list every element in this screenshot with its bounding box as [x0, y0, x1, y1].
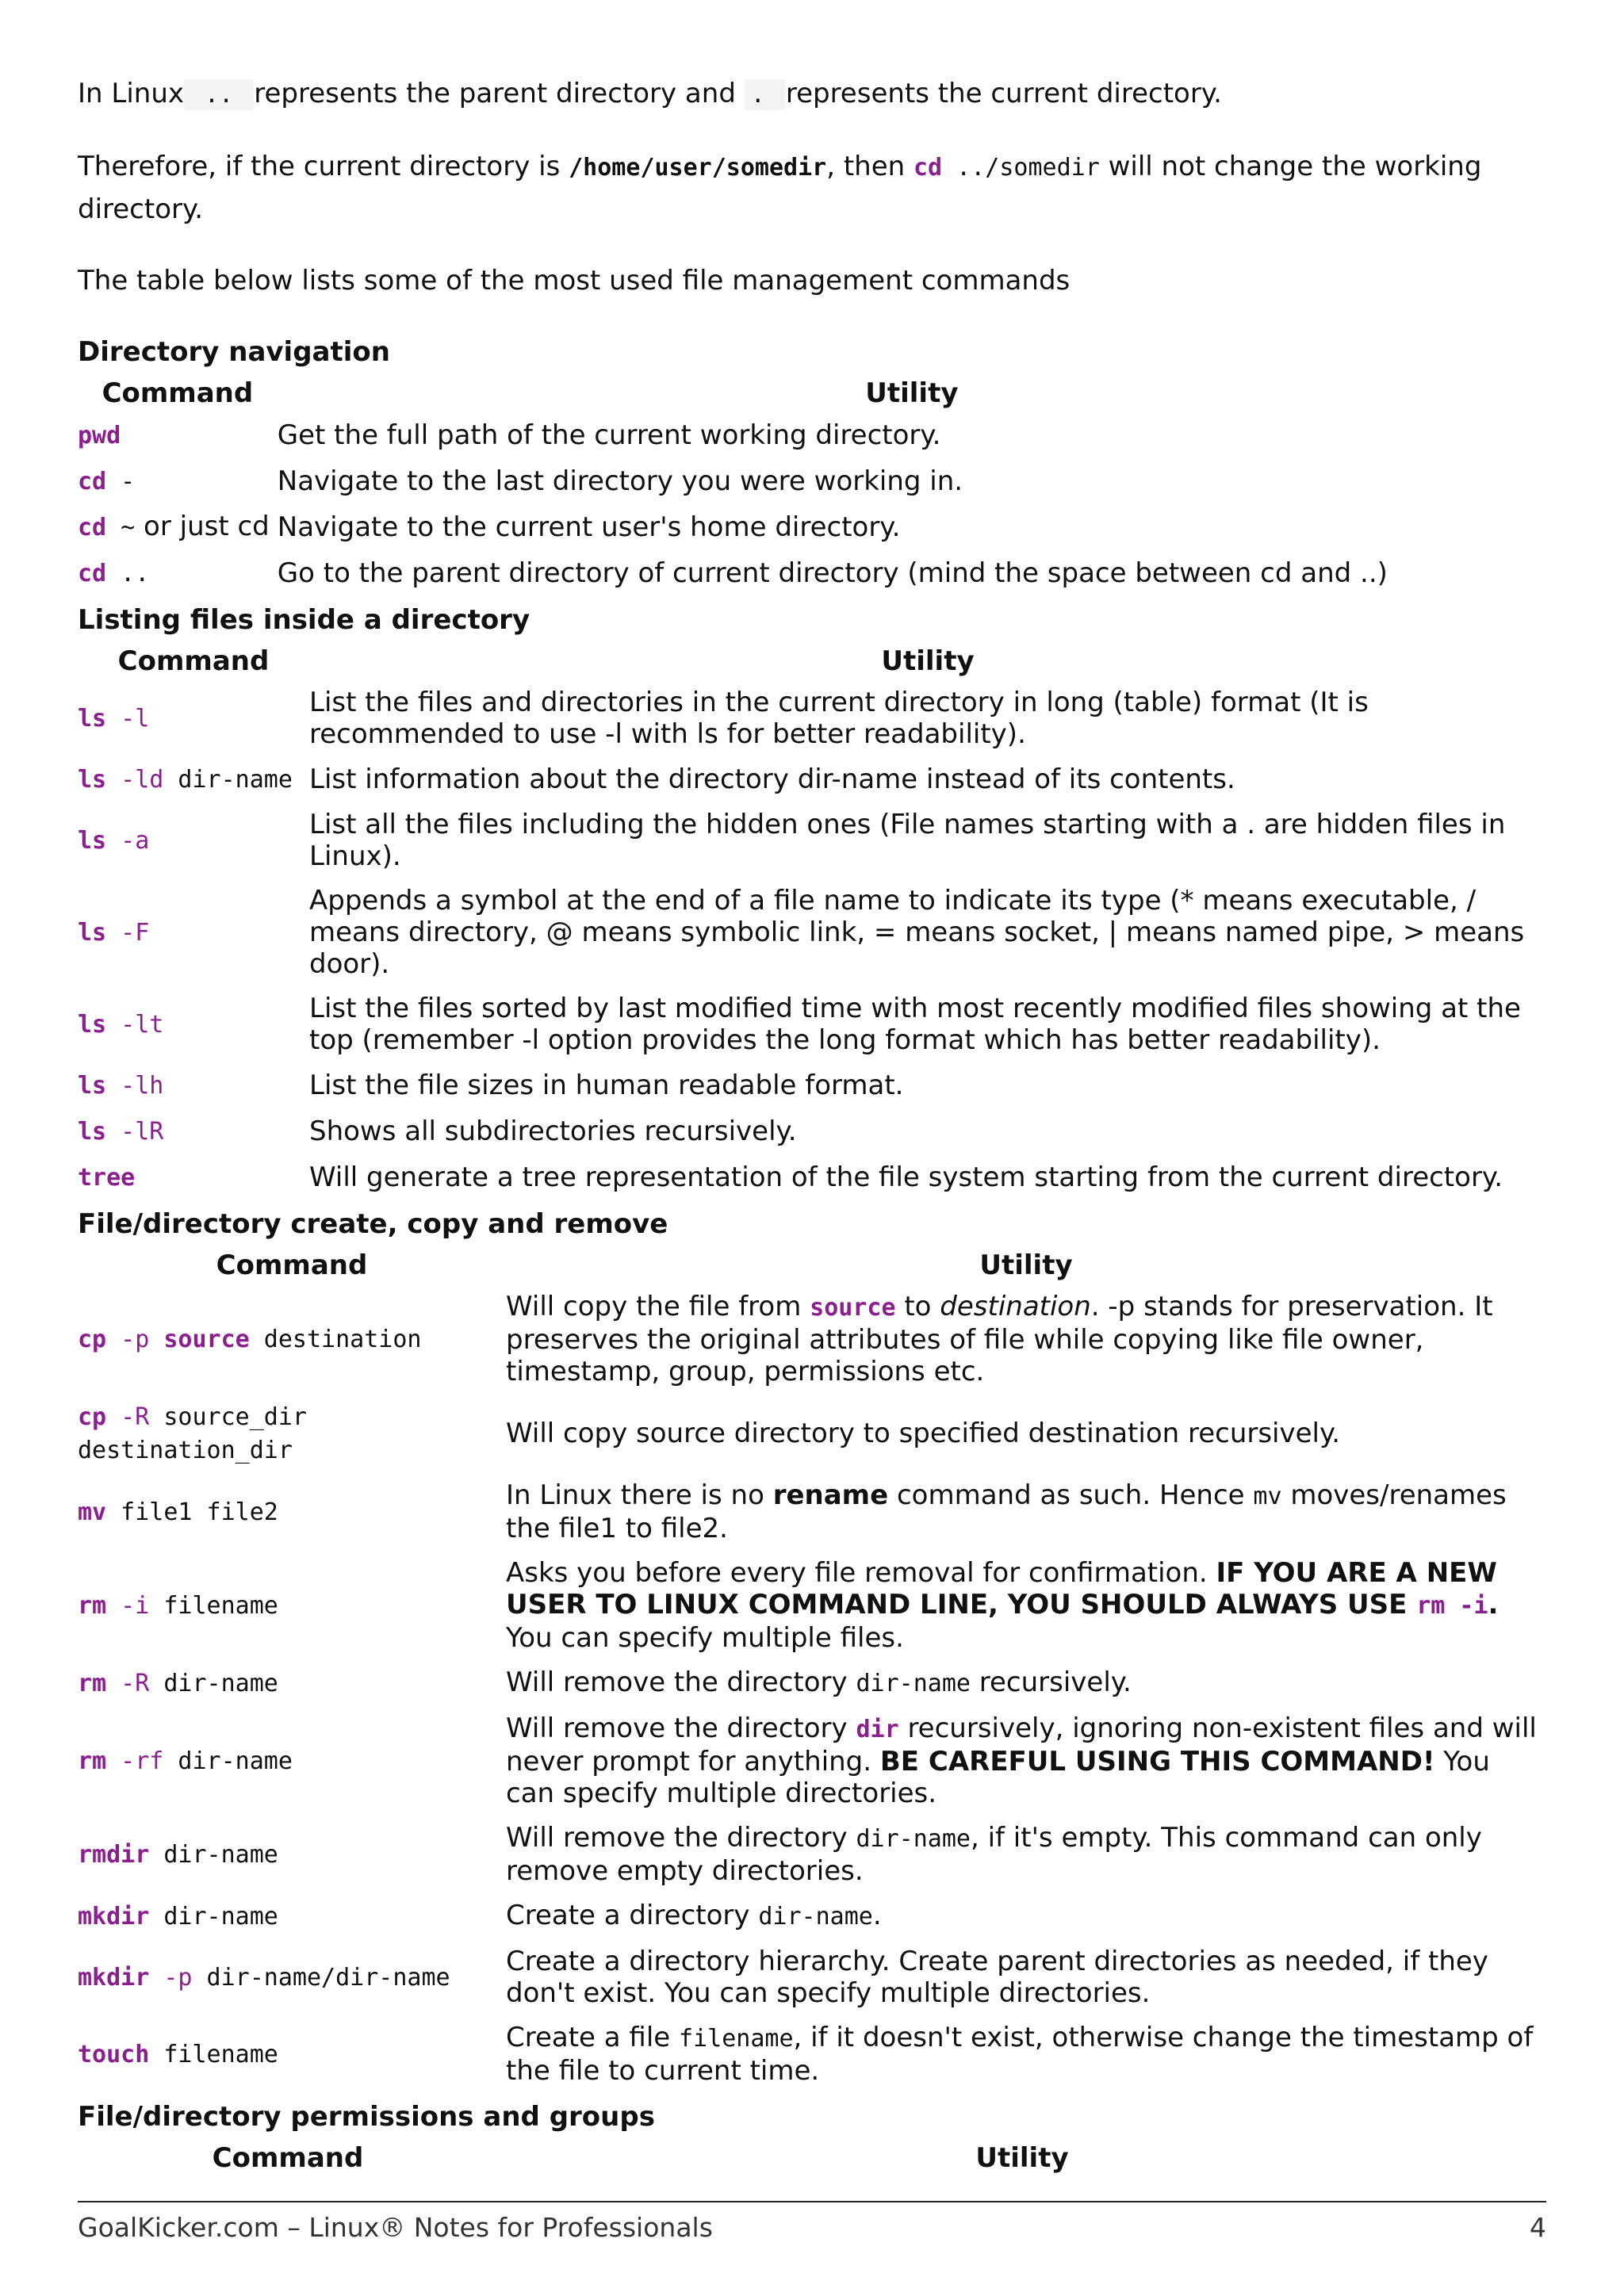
- utility-cell: Navigate to the current user's home directory.: [277, 511, 901, 543]
- bold-text: .: [1488, 1589, 1499, 1621]
- table-row: [78, 1706, 1546, 1816]
- inline-code: filename: [679, 2025, 794, 2053]
- text: Create a file: [506, 2022, 680, 2053]
- inline-code: dir-name: [856, 1670, 971, 1697]
- create-copy-remove-table: [78, 1246, 1546, 2093]
- text: Create a directory: [506, 1900, 759, 1931]
- table-header-row: [78, 642, 1546, 680]
- text: Will remove the directory: [506, 1712, 856, 1744]
- inline-code: dir: [856, 1716, 899, 1743]
- command-cell: [78, 1394, 506, 1473]
- text: Will copy the file from: [506, 1291, 810, 1322]
- table-row: [78, 550, 1546, 596]
- intro-paragraph-2: [78, 146, 1546, 230]
- page-footer: [78, 2201, 1546, 2243]
- table-row: [78, 1062, 1546, 1108]
- section-title-listing: Listing files inside a directory: [78, 604, 530, 636]
- text: recursively.: [970, 1667, 1132, 1698]
- column-header-command: Command: [117, 645, 270, 677]
- table-row: [78, 1394, 1546, 1473]
- command-keyword: cd: [78, 560, 107, 587]
- text: to: [895, 1291, 940, 1322]
- command-cell: [78, 2015, 506, 2093]
- utility-cell: [506, 1473, 1546, 1551]
- command-flag: -F: [106, 919, 150, 947]
- command-flag: -i: [106, 1592, 150, 1620]
- table-row: [78, 1551, 1546, 1660]
- command-args: ..: [106, 560, 150, 587]
- command-flag: -p: [149, 1964, 193, 1992]
- command-keyword: ls: [78, 1011, 107, 1039]
- command-keyword: mkdir: [78, 1903, 150, 1931]
- text: Will remove the directory: [506, 1667, 856, 1698]
- utility-cell: Go to the parent directory of current directory (mind the space between cd and ..): [277, 557, 1388, 589]
- text: moves/renames the file1 to file2.: [506, 1479, 1507, 1544]
- command-args: filename: [149, 2041, 278, 2068]
- code-path: /home/user/somedir: [569, 154, 827, 182]
- text: , if it doesn't exist, otherwise change the timestamp of the file to current time.: [506, 2022, 1534, 2087]
- command-args: destination: [249, 1326, 422, 1353]
- command-cell: [78, 550, 278, 596]
- table-row: [78, 1154, 1546, 1200]
- command-keyword: pwd: [78, 422, 121, 450]
- utility-cell: List the files sorted by last modified time with most recently modified files showing at the top (remember -l option provides the long format which has better readability).: [309, 993, 1521, 1056]
- command-keyword: mv: [78, 1498, 107, 1526]
- command-cell: [78, 1816, 506, 1893]
- command-cell: [78, 1154, 309, 1200]
- section-title-navigation: Directory navigation: [78, 336, 390, 368]
- table-row: [78, 802, 1546, 878]
- text: command as such. Hence: [888, 1479, 1254, 1511]
- command-note: or just cd: [135, 511, 270, 542]
- command-args: ~: [106, 514, 136, 541]
- table-row: [78, 458, 1546, 504]
- table-row: [78, 1939, 1546, 2015]
- table-header-row: [78, 1246, 1546, 1284]
- command-keyword: ls: [78, 1072, 107, 1100]
- command-keyword: ls: [78, 766, 107, 794]
- command-source: source: [149, 1326, 250, 1353]
- command-args: dir-name: [149, 1841, 278, 1869]
- text: recursively, ignoring non-existent files and will never prompt for anything.: [506, 1712, 1537, 1777]
- utility-cell: Create a directory hierarchy. Create parent directories as needed, if they don't exist. You can specify multiple directories.: [506, 1946, 1488, 2009]
- text: represents the current directory.: [785, 78, 1222, 109]
- utility-cell: Shows all subdirectories recursively.: [309, 1115, 797, 1147]
- intro-paragraph-1: [78, 73, 1546, 116]
- utility-cell: Appends a symbol at the end of a file name to indicate its type (* means executable, / means directory, @ means symbolic link, = means socket, | means named pipe, > means door).: [309, 885, 1525, 980]
- code-dotdot: ..: [184, 79, 254, 110]
- command-keyword: cd: [78, 468, 107, 496]
- text: In Linux there is no: [506, 1479, 773, 1511]
- command-keyword: rm: [78, 1592, 107, 1620]
- utility-cell: [506, 2015, 1546, 2093]
- section-title-create: File/directory create, copy and remove: [78, 1208, 668, 1240]
- table-row: [78, 412, 1546, 458]
- command-keyword: ls: [78, 827, 107, 855]
- text: Will remove the directory: [506, 1822, 856, 1854]
- navigation-table: [78, 374, 1546, 596]
- command-args: dir-name: [163, 766, 293, 794]
- table-row: [78, 680, 1546, 756]
- utility-cell: [506, 1660, 1546, 1706]
- command-cell: [78, 1939, 506, 2015]
- command-keyword: rm: [78, 1747, 107, 1775]
- utility-cell: [506, 1551, 1546, 1660]
- utility-cell: Will generate a tree representation of the file system starting from the current directory.: [309, 1161, 1503, 1193]
- command-args: file1 file2: [106, 1498, 278, 1526]
- table-row: [78, 1893, 1546, 1939]
- utility-cell: List all the files including the hidden ones (File names starting with a . are hidden files in Linux).: [309, 809, 1506, 872]
- command-flag: -R: [106, 1403, 150, 1431]
- column-header-utility: Utility: [881, 645, 975, 677]
- table-row: [78, 878, 1546, 986]
- column-header-utility: Utility: [865, 377, 959, 409]
- column-header-command: Command: [102, 377, 254, 409]
- text: Therefore, if the current directory is: [78, 151, 569, 182]
- command-keyword: touch: [78, 2041, 150, 2068]
- utility-cell: List the files and directories in the current directory in long (table) format (It is recommended to use -l with ls for better readability).: [309, 687, 1369, 750]
- code-relpath: ../somedir: [942, 154, 1100, 182]
- text: , if it's empty. This command can only remove empty directories.: [506, 1822, 1482, 1887]
- command-args: source_dir destination_dir: [78, 1403, 307, 1464]
- command-cell: [78, 1893, 506, 1939]
- command-flag: -ld: [106, 766, 164, 794]
- inline-code: dir-name: [856, 1825, 971, 1853]
- utility-cell: [506, 1893, 1546, 1939]
- command-keyword: cd: [78, 514, 107, 541]
- column-header-command: Command: [216, 1249, 368, 1281]
- text: represents the parent directory and: [254, 78, 745, 109]
- command-cell: [78, 1108, 309, 1154]
- command-keyword: rm: [78, 1670, 107, 1697]
- command-cell: [78, 504, 278, 550]
- column-header-command: Command: [212, 2142, 364, 2174]
- table-row: [78, 986, 1546, 1062]
- text: will not change the working directory.: [78, 151, 1482, 225]
- command-keyword: tree: [78, 1164, 136, 1192]
- italic-text: destination: [940, 1291, 1091, 1322]
- command-args: -: [106, 468, 136, 496]
- text: . -p stands for preservation. It preserves the original attributes of file while copying like file owner, timestamp, group, permissions etc.: [506, 1291, 1493, 1387]
- text: In Linux: [78, 78, 184, 109]
- command-flag: -p: [106, 1326, 150, 1353]
- command-cell: [78, 1660, 506, 1706]
- page-number: 4: [1530, 2212, 1546, 2243]
- text: You can specify multiple files.: [506, 1622, 904, 1654]
- command-cell: [78, 1062, 309, 1108]
- utility-cell: Get the full path of the current working directory.: [277, 419, 941, 451]
- utility-cell: List information about the directory dir-name instead of its contents.: [309, 763, 1235, 795]
- command-keyword: rmdir: [78, 1841, 150, 1869]
- command-args: dir-name: [163, 1747, 293, 1775]
- command-keyword: ls: [78, 705, 107, 733]
- footer-title: GoalKicker.com – Linux® Notes for Professionals: [78, 2212, 713, 2243]
- bold-text: rename: [772, 1479, 889, 1511]
- command-flag: -a: [106, 827, 150, 855]
- table-row: [78, 1473, 1546, 1551]
- command-flag: -rf: [106, 1747, 164, 1775]
- code-dot: .: [745, 79, 786, 110]
- permissions-table: [78, 2139, 1546, 2177]
- command-flag: -R: [106, 1670, 150, 1697]
- utility-cell: [506, 1284, 1546, 1394]
- command-cell: [78, 458, 278, 504]
- text: You can specify multiple directories.: [506, 1746, 1490, 1809]
- table-row: [78, 2015, 1546, 2093]
- text: , then: [826, 151, 914, 182]
- command-keyword: mkdir: [78, 1964, 150, 1992]
- utility-cell: Will copy source directory to specified destination recursively.: [506, 1418, 1341, 1449]
- document-page: [78, 73, 1546, 2177]
- code-cd: cd: [913, 154, 943, 182]
- command-cell: [78, 412, 278, 458]
- column-header-utility: Utility: [979, 1249, 1073, 1281]
- command-cell: [78, 802, 309, 878]
- bold-warning: BE CAREFUL USING THIS COMMAND!: [879, 1746, 1435, 1777]
- command-cell: [78, 756, 309, 802]
- inline-code: mv: [1253, 1483, 1282, 1510]
- table-header-row: [78, 2139, 1546, 2177]
- command-cell: [78, 1473, 506, 1551]
- command-cell: [78, 986, 309, 1062]
- command-keyword: ls: [78, 1118, 107, 1146]
- command-keyword: cp: [78, 1403, 107, 1431]
- command-args: dir-name: [149, 1903, 278, 1931]
- column-header-utility: Utility: [975, 2142, 1069, 2174]
- command-keyword: cp: [78, 1326, 107, 1353]
- inline-code: source: [810, 1294, 896, 1322]
- table-row: [78, 756, 1546, 802]
- table-row: [78, 1816, 1546, 1893]
- command-cell: [78, 1284, 506, 1394]
- command-args: dir-name: [149, 1670, 278, 1697]
- command-cell: [78, 878, 309, 986]
- table-row: [78, 504, 1546, 550]
- text: Asks you before every file removal for confirmation.: [506, 1557, 1216, 1589]
- utility-cell: [506, 1816, 1546, 1893]
- text: .: [872, 1900, 882, 1931]
- utility-cell: Navigate to the last directory you were working in.: [277, 465, 963, 497]
- bold-warning: IF YOU ARE A NEW USER TO LINUX COMMAND LINE, YOU SHOULD ALWAYS USE: [506, 1557, 1497, 1621]
- listing-table: [78, 642, 1546, 1200]
- inline-code: rm -i: [1416, 1592, 1488, 1620]
- table-row: [78, 1284, 1546, 1394]
- table-row: [78, 1108, 1546, 1154]
- intro-paragraph-3: The table below lists some of the most used file management commands: [78, 265, 1071, 297]
- utility-cell: [506, 1706, 1546, 1816]
- command-flag: -lh: [106, 1072, 164, 1100]
- command-keyword: ls: [78, 919, 107, 947]
- command-args: dir-name/dir-name: [192, 1964, 450, 1992]
- command-flag: -l: [106, 705, 150, 733]
- table-row: [78, 1660, 1546, 1706]
- inline-code: dir-name: [758, 1903, 873, 1931]
- section-title-permissions: File/directory permissions and groups: [78, 2101, 655, 2133]
- command-args: filename: [149, 1592, 278, 1620]
- command-cell: [78, 1551, 506, 1660]
- command-cell: [78, 1706, 506, 1816]
- command-flag: -lt: [106, 1011, 164, 1039]
- utility-cell: List the file sizes in human readable format.: [309, 1070, 904, 1101]
- command-flag: -lR: [106, 1118, 164, 1146]
- command-cell: [78, 680, 309, 756]
- table-header-row: [78, 374, 1546, 412]
